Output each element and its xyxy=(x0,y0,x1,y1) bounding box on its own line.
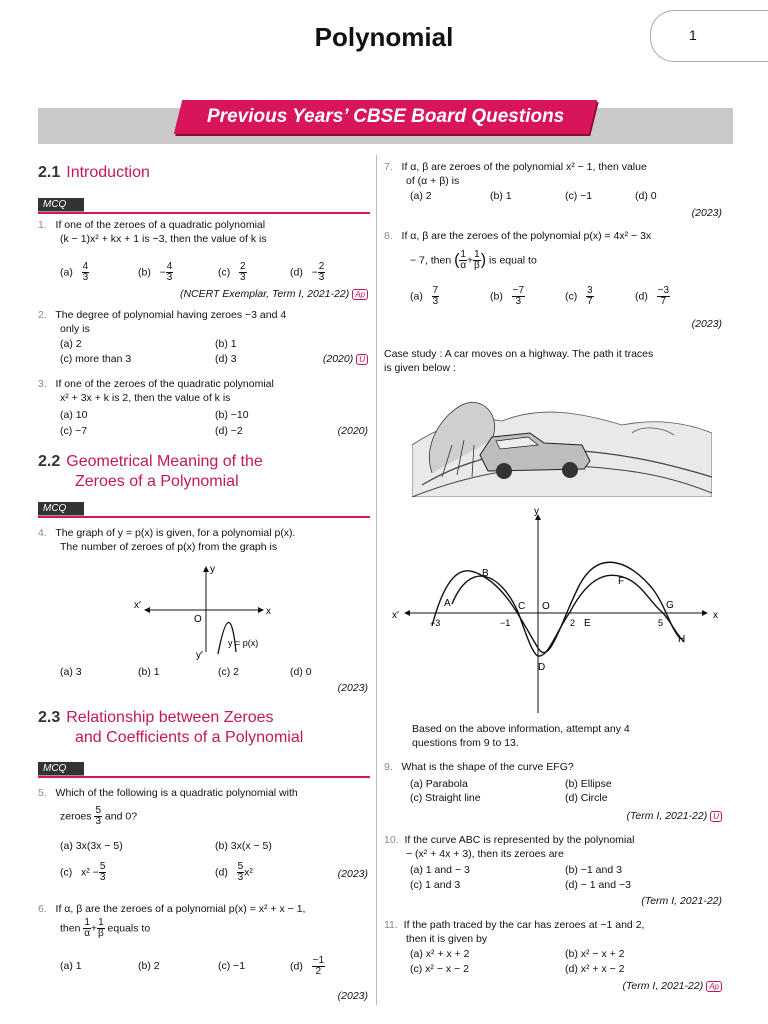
tick-2: 2 xyxy=(570,618,576,628)
xp-arrow xyxy=(404,610,410,616)
question-5-line2: zeroes $\frac{5}{3}$ and 0? xyxy=(60,805,138,827)
car-illustration xyxy=(412,385,712,497)
mcq-rule xyxy=(38,212,370,214)
q7-options: (a) 2 (b) 1 (c) −1 (d) 0 xyxy=(410,190,657,202)
q4-graph xyxy=(130,562,280,662)
point-h-label: H xyxy=(678,634,686,645)
page-title: Polynomial xyxy=(314,22,454,52)
question-7: 7. If α, β are zeroes of the polynomial x² − 1, then value of (α + β) is xyxy=(384,161,647,187)
y-label: y xyxy=(534,508,539,517)
question-10: 10. If the curve ABC is represented by the polynomial − (x² + 4x + 3), then its zeroes are xyxy=(384,834,635,860)
q10-year: (Term I, 2021-22) xyxy=(641,895,722,907)
xp-label: x′ xyxy=(392,610,399,621)
q4-xp-arrow xyxy=(144,607,150,613)
q2-year: (2020) U xyxy=(323,353,368,365)
point-a-label: A xyxy=(444,598,451,609)
point-e-label: E xyxy=(584,618,591,629)
q4-xp-label: x′ xyxy=(134,600,141,611)
q10-options: (a) 1 and − 3 (b) −1 and 3 (c) 1 and 3 (d) − 1 and −3 xyxy=(410,864,631,891)
banner xyxy=(174,100,597,134)
q2-options: (a) 2 (b) 1 (c) more than 3 (d) 3 xyxy=(60,338,237,365)
tick-5: 5 xyxy=(658,618,664,628)
case-study-instruction: Based on the above information, attempt any 4 questions from 9 to 13. xyxy=(412,723,630,749)
question-3: 3. If one of the zeroes of the quadratic polynomial x² + 3x + k is 2, then the value of k is xyxy=(38,378,274,404)
q4-origin-label: O xyxy=(194,614,202,625)
q4-x-label: x xyxy=(266,606,271,617)
point-f-label: F xyxy=(618,576,625,587)
question-9: 9. What is the shape of the curve EFG? xyxy=(384,761,574,773)
column-divider xyxy=(376,155,377,1005)
point-c-label: C xyxy=(518,601,526,612)
question-6: 6. If α, β are the zeroes of a polynomial p(x) = x² + x − 1, xyxy=(38,903,306,915)
path-curve-main xyxy=(452,575,684,656)
point-b-label: B xyxy=(482,568,489,579)
point-d-label: D xyxy=(538,662,546,673)
case-graph xyxy=(390,508,720,718)
path-curve xyxy=(432,562,680,652)
q6-options: (a) 1 (b) 2 (c) −1 (d) $\frac{-1}{2}$ xyxy=(60,955,325,977)
question-4: 4. The graph of y = p(x) is given, for a polynomial p(x). The number of zeroes of p(x) from the graph is xyxy=(38,527,296,553)
q11-options: (a) x² + x + 2 (b) x² − x + 2 (c) x² − x − 2 (d) x² + x − 2 xyxy=(410,948,625,975)
x-arrow xyxy=(702,610,708,616)
q4-y-arrow xyxy=(203,566,209,572)
q6-year: (2023) xyxy=(337,990,368,1002)
mcq-rule xyxy=(38,516,370,518)
question-11: 11. If the path traced by the car has zeroes at −1 and 2, then it is given by xyxy=(384,919,645,945)
section-heading-2-3: 2.3 Relationship between Zeroes and Coefficients of a Polynomial xyxy=(38,709,304,746)
q4-x-arrow xyxy=(258,607,264,613)
case-study-intro: Case study : A car moves on a highway. The path it traces is given below : xyxy=(384,348,654,374)
q4-options: (a) 3 (b) 1 (c) 2 (d) 0 xyxy=(60,666,312,678)
q4-year: (2023) xyxy=(337,682,368,694)
q4-curve-label: y = p(x) xyxy=(228,638,259,648)
q4-y-label: y xyxy=(210,564,215,575)
q5-options: (a) 3x(3x − 5) (b) 3x(x − 5) (c) x² − $\frac{5}{3}$ (d) $\frac{5}{3}$ x² xyxy=(60,840,272,883)
q3-year: (2020) xyxy=(337,425,368,437)
question-2: 2. The degree of polynomial having zeroes −3 and 4 only is xyxy=(38,309,287,335)
q8-options: (a) $\frac{7}{3}$ (b) $\frac{-7}{3}$ (c) $\frac{3}{7}$ (d) $\frac{-3}{7}$ xyxy=(410,285,670,307)
q1-source: (NCERT Exemplar, Term I, 2021-22) Ap xyxy=(180,288,368,300)
question-8: 8. If α, β are the zeroes of the polynomial p(x) = 4x² − 3x xyxy=(384,230,652,242)
question-1: 1. If one of the zeroes of a quadratic polynomial (k − 1)x² + kx + 1 is −3, then the value of k is xyxy=(38,219,267,245)
banner-text: Previous Years’ CBSE Board Questions xyxy=(206,106,565,127)
section-heading-2-2: 2.2 Geometrical Meaning of the Zeroes of a Polynomial xyxy=(38,453,263,490)
origin-label: O xyxy=(542,601,550,612)
q4-yp-label: y′ xyxy=(196,650,203,661)
mcq-label: MCQ xyxy=(38,762,84,775)
q9-options: (a) Parabola (b) Ellipse (c) Straight line (d) Circle xyxy=(410,778,612,804)
section-heading-2-1: 2.1 Introduction xyxy=(38,164,150,181)
question-6-line2: then $\frac{1}{\alpha}$ + $\frac{1}{\beta}$ equals to xyxy=(60,917,151,939)
q5-year: (2023) xyxy=(337,868,368,880)
mcq-label: MCQ xyxy=(38,502,84,515)
q3-options: (a) 10 (b) −10 (c) −7 (d) −2 xyxy=(60,409,249,437)
tick-minus-3: −3 xyxy=(430,618,441,628)
question-5: 5. Which of the following is a quadratic polynomial with xyxy=(38,787,298,799)
q8-year: (2023) xyxy=(691,318,722,330)
q11-year: (Term I, 2021-22) Ap xyxy=(622,980,722,992)
mcq-rule xyxy=(38,776,370,778)
mcq-label: MCQ xyxy=(38,198,84,211)
x-label: x xyxy=(713,610,718,621)
q9-year: (Term I, 2021-22) U xyxy=(626,810,722,822)
point-g-label: G xyxy=(666,600,674,611)
q7-year: (2023) xyxy=(691,207,722,219)
question-8-line2: − 7, then ( $\frac{1}{\alpha}$ + $\frac{1}{\beta}$ ) is equal to xyxy=(410,249,537,271)
page-number-tab xyxy=(650,10,768,62)
q1-options: (a) $\frac{4}{3}$ (b) − $\frac{4}{3}$ (c) $\frac{2}{3}$ (d) − $\frac{2}{3}$ xyxy=(60,261,325,283)
tick-minus-1: −1 xyxy=(500,618,511,628)
page-number: 1 xyxy=(689,27,697,43)
